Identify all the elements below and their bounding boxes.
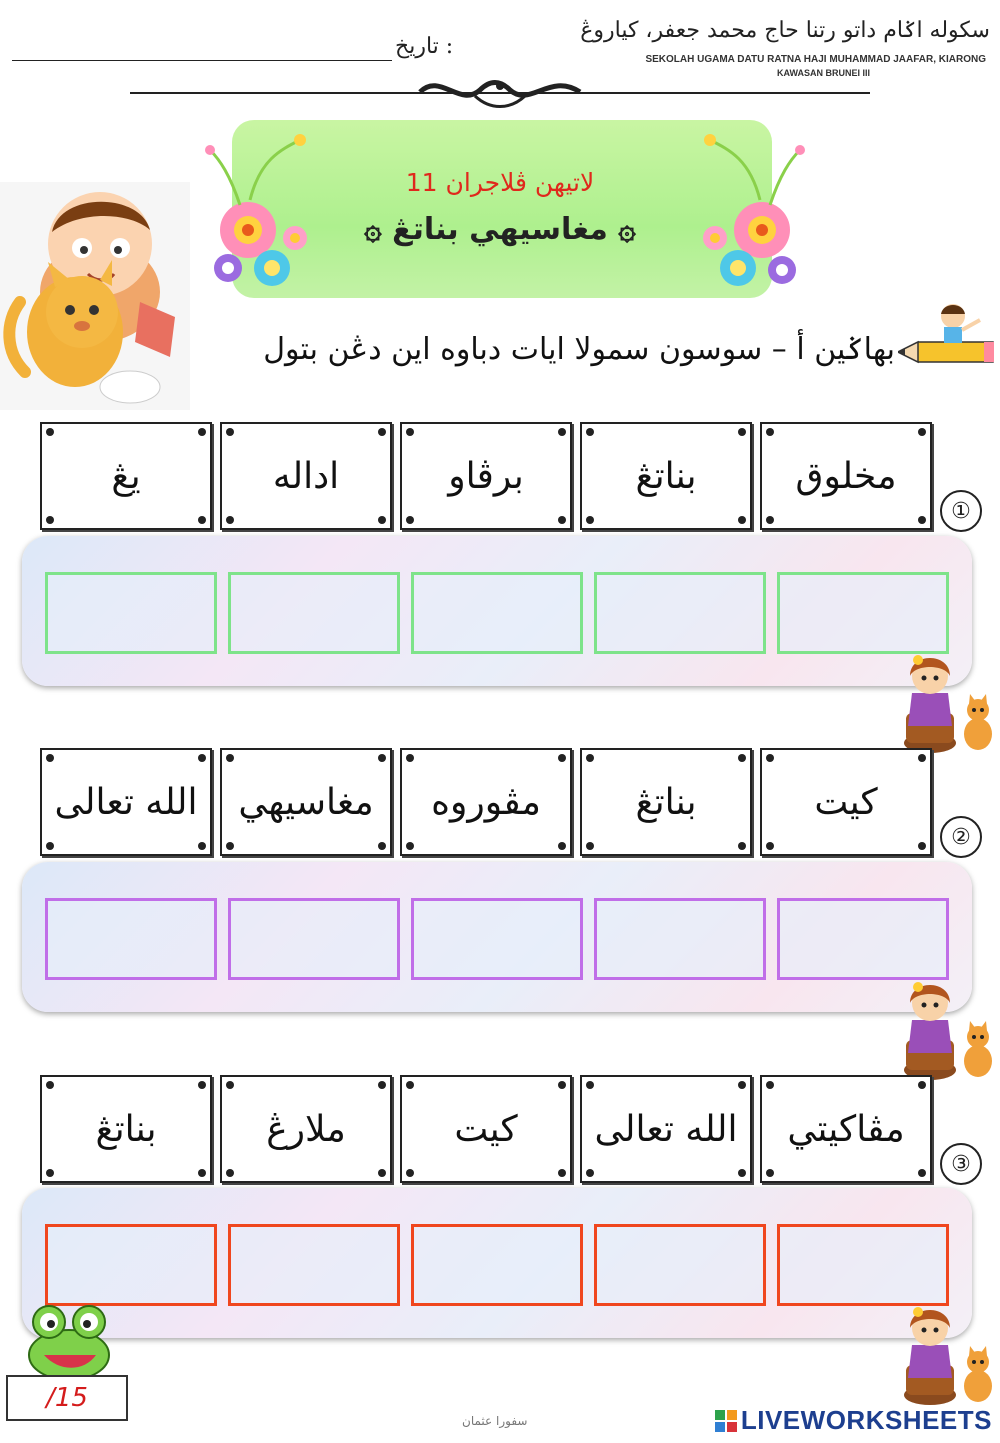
pin-icon: [198, 1081, 206, 1089]
word-card[interactable]: [220, 422, 392, 530]
word-text: اداله: [272, 455, 340, 497]
answer-drop-box[interactable]: [45, 572, 217, 654]
answer-panel: [22, 536, 972, 686]
pin-icon: [226, 516, 234, 524]
pin-icon: [406, 516, 414, 524]
pin-icon: [378, 842, 386, 850]
pin-icon: [558, 842, 566, 850]
answer-panel: [22, 862, 972, 1012]
pin-icon: [558, 1169, 566, 1177]
word-text: الله تعالى: [54, 781, 198, 823]
word-card[interactable]: [400, 748, 572, 856]
word-text: کيت: [454, 1108, 518, 1150]
answer-drop-box[interactable]: [228, 898, 400, 980]
word-card[interactable]: [760, 422, 932, 530]
liveworksheets-logo-icon: [715, 1410, 737, 1432]
pin-icon: [226, 842, 234, 850]
pin-icon: [738, 842, 746, 850]
pin-icon: [46, 1081, 54, 1089]
pin-icon: [198, 516, 206, 524]
pin-icon: [198, 754, 206, 762]
pin-icon: [46, 516, 54, 524]
date-label: تاريخ :: [395, 34, 454, 59]
pin-icon: [738, 428, 746, 436]
instruction-text: بهاݢين أ – سوسون سمولا ايات دباوه اين دڠن بتول: [263, 332, 895, 367]
word-card[interactable]: [760, 748, 932, 856]
pin-icon: [738, 516, 746, 524]
word-row: [40, 748, 920, 858]
pin-icon: [766, 428, 774, 436]
pin-icon: [226, 1081, 234, 1089]
question-number: ③: [940, 1143, 982, 1185]
pin-icon: [558, 754, 566, 762]
answer-drop-box[interactable]: [777, 572, 949, 654]
answer-drop-box[interactable]: [45, 1224, 217, 1306]
pin-icon: [918, 754, 926, 762]
pin-icon: [918, 1081, 926, 1089]
word-text: مغاسيهي: [238, 781, 374, 823]
word-card[interactable]: [40, 422, 212, 530]
pin-icon: [46, 428, 54, 436]
pin-icon: [406, 1169, 414, 1177]
pin-icon: [918, 842, 926, 850]
brand-name: LIVEWORKSHEETS: [740, 1405, 992, 1435]
pin-icon: [46, 842, 54, 850]
flowers-right-icon: [680, 120, 810, 300]
answer-drop-box[interactable]: [594, 1224, 766, 1306]
worksheet-subtitle: ۞ مغاسيهي بناتڠ ۞: [364, 212, 636, 247]
pin-icon: [406, 428, 414, 436]
answer-drop-box[interactable]: [594, 898, 766, 980]
flowers-left-icon: [200, 120, 330, 300]
word-card[interactable]: [400, 1075, 572, 1183]
answer-drop-box[interactable]: [411, 898, 583, 980]
answer-drop-box[interactable]: [594, 572, 766, 654]
pin-icon: [198, 1169, 206, 1177]
word-text: مڤاکيتي: [787, 1108, 905, 1150]
pin-icon: [918, 1169, 926, 1177]
word-card[interactable]: [580, 1075, 752, 1183]
worksheet-title: لاتيهن ڤلاجران 11: [405, 168, 595, 197]
pin-icon: [738, 754, 746, 762]
answer-drop-box[interactable]: [411, 1224, 583, 1306]
question-number: ①: [940, 490, 982, 532]
pin-icon: [586, 516, 594, 524]
pin-icon: [558, 516, 566, 524]
pin-icon: [406, 754, 414, 762]
word-text: بناتڠ: [95, 1108, 157, 1150]
date-line: [12, 60, 392, 61]
pin-icon: [226, 428, 234, 436]
pin-icon: [586, 1081, 594, 1089]
ornament-icon: [415, 70, 585, 110]
answer-drop-box[interactable]: [228, 572, 400, 654]
school-district: KAWASAN BRUNEI III: [776, 68, 870, 78]
word-text: مڤوروه: [431, 781, 541, 823]
word-card[interactable]: [580, 422, 752, 530]
pin-icon: [738, 1169, 746, 1177]
pin-icon: [378, 1169, 386, 1177]
word-card[interactable]: [400, 422, 572, 530]
pin-icon: [378, 754, 386, 762]
answer-drop-box[interactable]: [777, 898, 949, 980]
pin-icon: [378, 1081, 386, 1089]
score-box: /15: [6, 1375, 128, 1421]
child-with-cat-icon: [0, 182, 190, 410]
pin-icon: [918, 516, 926, 524]
pin-icon: [558, 1081, 566, 1089]
pin-icon: [918, 428, 926, 436]
word-text: بناتڠ: [635, 781, 697, 823]
word-text: يڠ: [111, 455, 141, 497]
frog-icon: [14, 1300, 124, 1380]
word-row: [40, 1075, 920, 1185]
pin-icon: [406, 1081, 414, 1089]
pin-icon: [766, 1169, 774, 1177]
pin-icon: [766, 1081, 774, 1089]
pin-icon: [766, 842, 774, 850]
word-text: ملارڠ: [266, 1108, 346, 1150]
pin-icon: [406, 842, 414, 850]
pin-icon: [766, 516, 774, 524]
answer-drop-box[interactable]: [228, 1224, 400, 1306]
answer-drop-box[interactable]: [45, 898, 217, 980]
word-text: الله تعالى: [594, 1108, 738, 1150]
answer-panel: [22, 1188, 972, 1338]
pin-icon: [46, 1169, 54, 1177]
pin-icon: [586, 842, 594, 850]
pin-icon: [558, 428, 566, 436]
pencil-child-icon: [898, 300, 998, 380]
question-number: ②: [940, 816, 982, 858]
girl-with-cat-icon: [890, 648, 1000, 758]
pin-icon: [378, 516, 386, 524]
pin-icon: [738, 1081, 746, 1089]
liveworksheets-logo[interactable]: [715, 1405, 992, 1436]
pin-icon: [198, 428, 206, 436]
pin-icon: [198, 842, 206, 850]
word-text: مخلوق: [795, 455, 897, 497]
word-card[interactable]: [760, 1075, 932, 1183]
pin-icon: [586, 1169, 594, 1177]
pin-icon: [226, 1169, 234, 1177]
word-card[interactable]: [580, 748, 752, 856]
pin-icon: [226, 754, 234, 762]
pin-icon: [586, 428, 594, 436]
pin-icon: [46, 754, 54, 762]
word-text: بناتڠ: [635, 455, 697, 497]
word-card[interactable]: [40, 748, 212, 856]
girl-with-cat-icon: [890, 1300, 1000, 1410]
pin-icon: [586, 754, 594, 762]
word-card[interactable]: [220, 748, 392, 856]
author-name: سفورا عثمان: [462, 1414, 528, 1428]
word-card[interactable]: [40, 1075, 212, 1183]
pin-icon: [766, 754, 774, 762]
school-name-arabic: سکوله اݢام داتو رتنا حاج محمد جعفر، کياروڠ: [580, 18, 990, 43]
word-card[interactable]: [220, 1075, 392, 1183]
answer-drop-box[interactable]: [777, 1224, 949, 1306]
word-text: برڤاو: [448, 455, 524, 497]
word-row: [40, 422, 920, 532]
pin-icon: [378, 428, 386, 436]
word-text: کيت: [814, 781, 878, 823]
girl-with-cat-icon: [890, 975, 1000, 1085]
school-name-latin: SEKOLAH UGAMA DATU RATNA HAJI MUHAMMAD JAAFAR, KIARONG: [645, 54, 986, 65]
answer-drop-box[interactable]: [411, 572, 583, 654]
